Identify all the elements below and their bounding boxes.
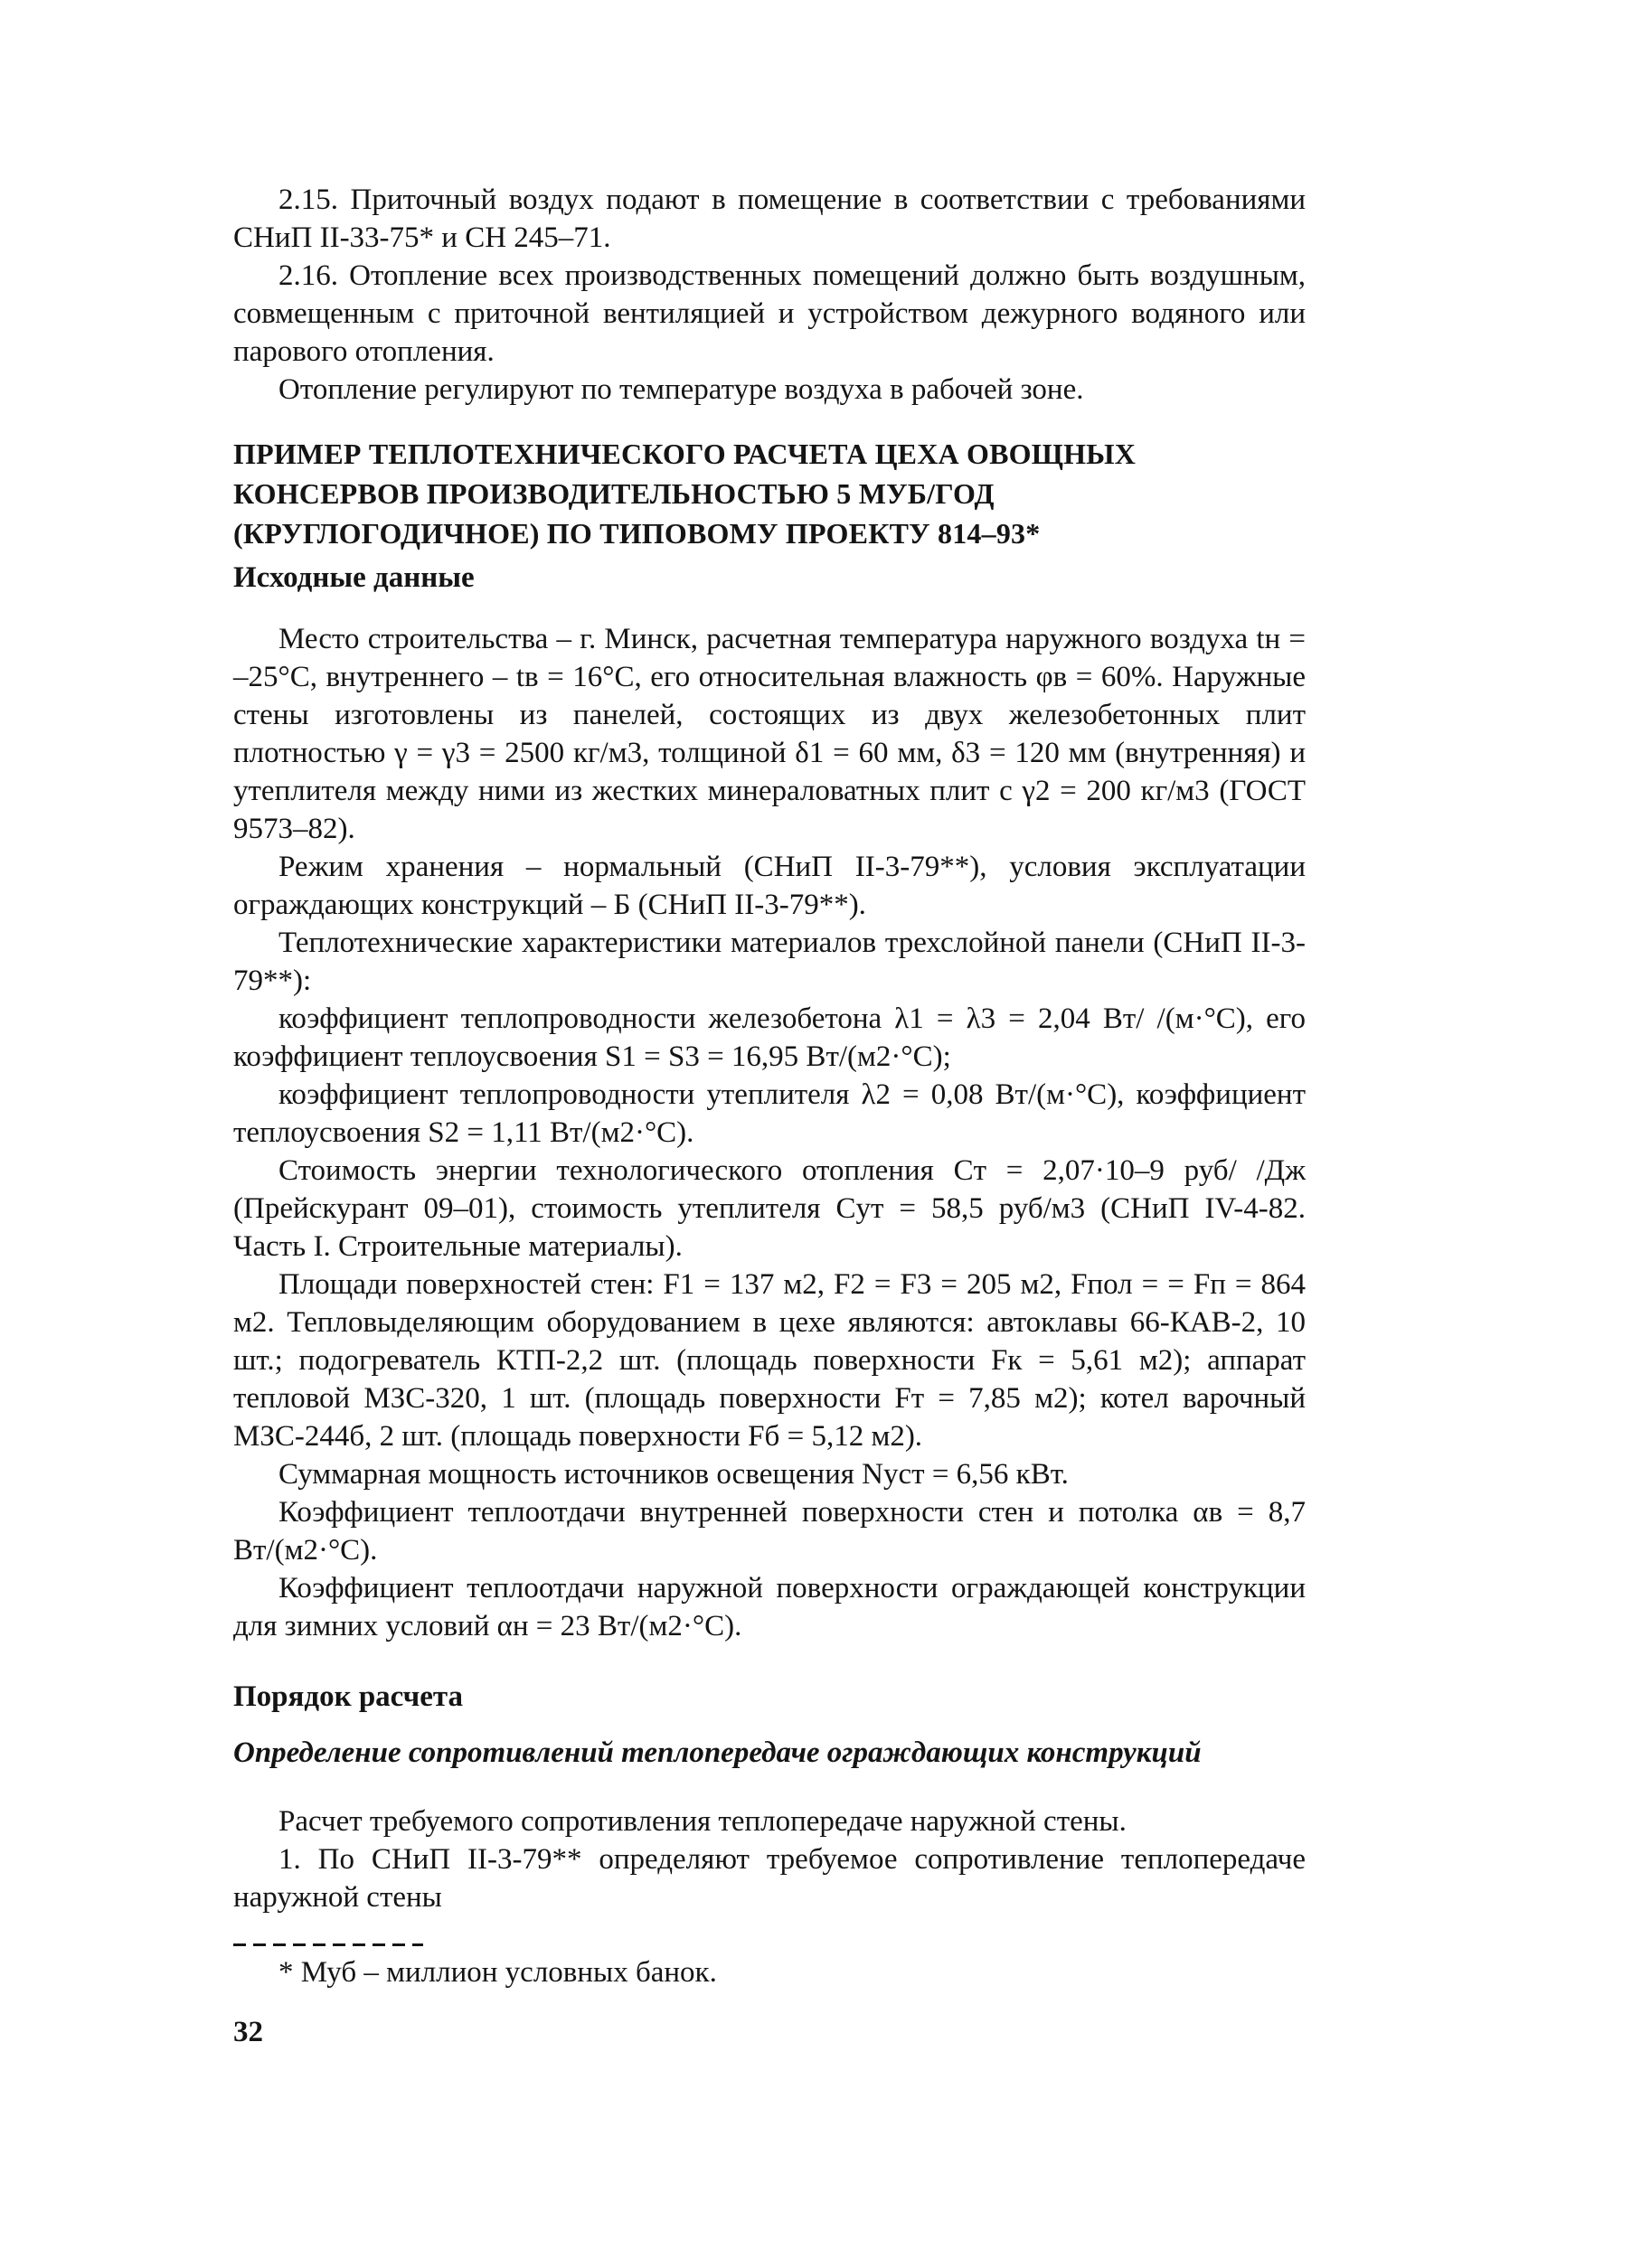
- paragraph-concrete-conductivity: коэффициент теплопроводности железобетона λ1 = λ3 = 2,04 Вт/ /(м·°C), его коэффициент теплоусвоения S1 = S3 = 16,95 Вт/(м2·°C);: [233, 1002, 1306, 1073]
- paragraph-required-resistance: Расчет требуемого сопротивления теплопередаче наружной стены.: [278, 1805, 1127, 1838]
- paragraph-2-16: 2.16. Отопление всех производственных помещений должно быть воздушным, совмещенным с приточной вентиляцией и устройством дежурного водяного или парового отопления.: [233, 259, 1306, 368]
- subheading-calculation-order: Порядок расчета: [233, 1680, 464, 1713]
- paragraph-inner-heat-transfer: Коэффициент теплоотдачи внутренней поверхности стен и потолка αв = 8,7 Вт/(м2·°C).: [233, 1496, 1306, 1567]
- paragraph-insulation-conductivity: коэффициент теплопроводности утеплителя λ2 = 0,08 Вт/(м·°C), коэффициент теплоусвоения S2 = 1,11 Вт/(м2·°C).: [233, 1078, 1306, 1149]
- paragraph-lighting-power: Суммарная мощность источников освещения Nуст = 6,56 кВт.: [278, 1458, 1069, 1491]
- subheading-initial-data: Исходные данные: [233, 561, 475, 594]
- footnote-divider: [233, 1943, 423, 1946]
- paragraph-location: Место строительства – г. Минск, расчетная температура наружного воздуха tн = –25°C, внутреннего – tв = 16°C, его относительная влажность φв = 60%. Наружные стены изготовлены из панелей, состоящих из двух железобетонных плит плотностью γ = γ3 = 2500 кг/м3, толщиной δ1 = 60 мм, δ3 = 120 мм (внутренняя) и утеплителя между ними из жестких минераловатных плит с γ2 = 200 кг/м3 (ГОСТ 9573–82).: [233, 623, 1306, 845]
- paragraph-energy-cost: Стоимость энергии технологического отопления Cт = 2,07·10–9 руб/ /Дж (Прейскурант 09–01), стоимость утеплителя Cут = 58,5 руб/м3 (СНиП IV-4-82. Часть I. Строительные материалы).: [233, 1154, 1306, 1263]
- paragraph-storage-mode: Режим хранения – нормальный (СНиП II-3-79**), условия эксплуатации ограждающих конструкций – Б (СНиП II-3-79**).: [233, 851, 1306, 921]
- paragraph-material-characteristics: Теплотехнические характеристики материалов трехслойной панели (СНиП II-3-79**):: [233, 927, 1306, 997]
- page-number: 32: [233, 2016, 263, 2048]
- paragraph-2-15: 2.15. Приточный воздух подают в помещение в соответствии с требованиями СНиП II-33-75* и СН 245–71.: [233, 184, 1306, 254]
- paragraph-step-1: 1. По СНиП II-3-79** определяют требуемое сопротивление теплопередаче наружной стены: [233, 1843, 1306, 1914]
- document-page: [233, 181, 1306, 2051]
- paragraph-heating-regulation: Отопление регулируют по температуре воздуха в рабочей зоне.: [278, 373, 1084, 406]
- paragraph-surface-areas: Площади поверхностей стен: F1 = 137 м2, F2 = F3 = 205 м2, Fпол = = Fп = 864 м2. Тепловыделяющим оборудованием в цехе являются: автоклавы 66-КАВ-2, 10 шт.; подогреватель КТП-2,2 шт. (площадь поверхности Fк = 5,61 м2); аппарат тепловой МЗС-320, 1 шт. (площадь поверхности Fт = 7,85 м2); котел варочный МЗС-244б, 2 шт. (площадь поверхности Fб = 5,12 м2).: [233, 1268, 1306, 1453]
- paragraph-outer-heat-transfer: Коэффициент теплоотдачи наружной поверхности ограждающей конструкции для зимних условий αн = 23 Вт/(м2·°C).: [233, 1572, 1306, 1642]
- section-heading: ПРИМЕР ТЕПЛОТЕХНИЧЕСКОГО РАСЧЕТА ЦЕХА ОВОЩНЫХ КОНСЕРВОВ ПРОИЗВОДИТЕЛЬНОСТЬЮ 5 МУБ/ГОД (КРУГЛОГОДИЧНОЕ) ПО ТИПОВОМУ ПРОЕКТУ 814–93*: [233, 438, 1137, 550]
- footnote: * Муб – миллион условных банок.: [278, 1956, 717, 1989]
- italic-heading-resistance: Определение сопротивлений теплопередаче ограждающих конструкций: [233, 1736, 1202, 1769]
